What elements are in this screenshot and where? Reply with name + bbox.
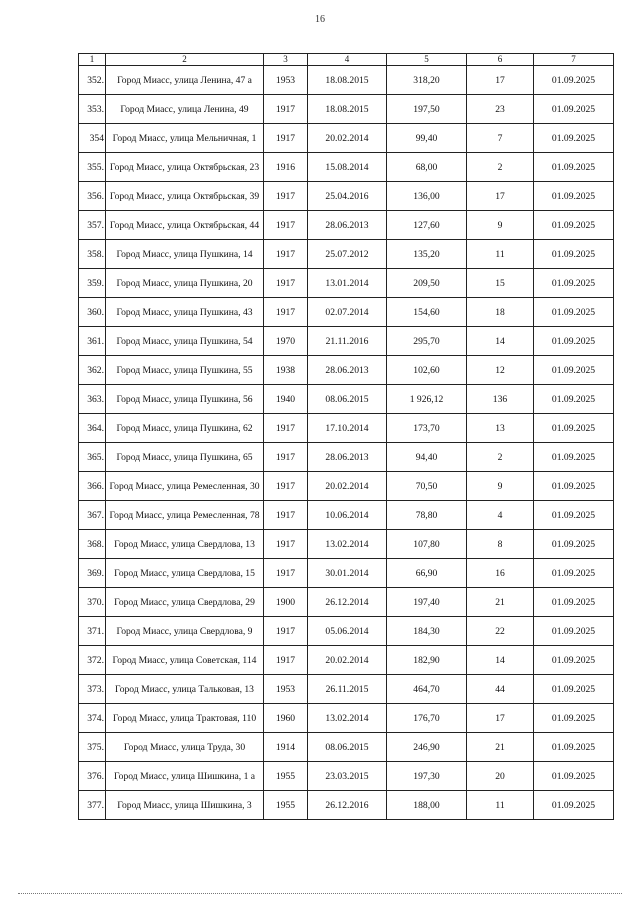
deadline-cell: 01.09.2025	[534, 327, 614, 356]
year-built-cell: 1917	[264, 472, 308, 501]
count-cell: 14	[467, 646, 534, 675]
address-cell: Город Миасс, улица Шишкина, 1 а	[106, 762, 264, 791]
address-cell: Город Миасс, улица Свердлова, 29	[106, 588, 264, 617]
table-row	[79, 66, 614, 95]
year-built-cell: 1955	[264, 762, 308, 791]
address-cell: Город Миасс, улица Ленина, 47 а	[106, 66, 264, 95]
deadline-cell: 01.09.2025	[534, 472, 614, 501]
page-number: 16	[315, 14, 325, 25]
count-cell: 9	[467, 472, 534, 501]
area-cell: 188,00	[387, 791, 467, 820]
deadline-cell: 01.09.2025	[534, 617, 614, 646]
row-number-cell: 370.	[79, 588, 106, 617]
deadline-cell: 01.09.2025	[534, 588, 614, 617]
date-cell: 18.08.2015	[308, 66, 387, 95]
date-cell: 23.03.2015	[308, 762, 387, 791]
table-row	[79, 182, 614, 211]
area-cell: 197,40	[387, 588, 467, 617]
year-built-cell: 1917	[264, 211, 308, 240]
table-row	[79, 617, 614, 646]
deadline-cell: 01.09.2025	[534, 530, 614, 559]
table-row	[79, 414, 614, 443]
address-cell: Город Миасс, улица Пушкина, 56	[106, 385, 264, 414]
row-number-cell: 353.	[79, 95, 106, 124]
deadline-cell: 01.09.2025	[534, 211, 614, 240]
date-cell: 18.08.2015	[308, 95, 387, 124]
count-cell: 14	[467, 327, 534, 356]
date-cell: 28.06.2013	[308, 211, 387, 240]
column-index-row	[79, 54, 614, 66]
date-cell: 08.06.2015	[308, 385, 387, 414]
deadline-cell: 01.09.2025	[534, 95, 614, 124]
address-cell: Город Миасс, улица Свердлова, 9	[106, 617, 264, 646]
address-cell: Город Миасс, улица Октябрьская, 23	[106, 153, 264, 182]
count-cell: 2	[467, 443, 534, 472]
count-cell: 21	[467, 733, 534, 762]
year-built-cell: 1917	[264, 182, 308, 211]
date-cell: 10.06.2014	[308, 501, 387, 530]
year-built-cell: 1917	[264, 646, 308, 675]
table-row	[79, 356, 614, 385]
row-number-cell: 369.	[79, 559, 106, 588]
date-cell: 28.06.2013	[308, 443, 387, 472]
column-index-7: 7	[534, 54, 614, 66]
count-cell: 20	[467, 762, 534, 791]
row-number-cell: 367.	[79, 501, 106, 530]
address-cell: Город Миасс, улица Трактовая, 110	[106, 704, 264, 733]
date-cell: 20.02.2014	[308, 646, 387, 675]
deadline-cell: 01.09.2025	[534, 385, 614, 414]
row-number-cell: 362.	[79, 356, 106, 385]
address-cell: Город Миасс, улица Труда, 30	[106, 733, 264, 762]
area-cell: 318,20	[387, 66, 467, 95]
count-cell: 17	[467, 704, 534, 733]
address-cell: Город Миасс, улица Ленина, 49	[106, 95, 264, 124]
address-cell: Город Миасс, улица Пушкина, 20	[106, 269, 264, 298]
date-cell: 30.01.2014	[308, 559, 387, 588]
row-number-cell: 358.	[79, 240, 106, 269]
area-cell: 176,70	[387, 704, 467, 733]
table-row	[79, 95, 614, 124]
area-cell: 464,70	[387, 675, 467, 704]
address-cell: Город Миасс, улица Пушкина, 43	[106, 298, 264, 327]
area-cell: 135,20	[387, 240, 467, 269]
deadline-cell: 01.09.2025	[534, 646, 614, 675]
row-number-cell: 356.	[79, 182, 106, 211]
table-row	[79, 327, 614, 356]
date-cell: 26.11.2015	[308, 675, 387, 704]
deadline-cell: 01.09.2025	[534, 298, 614, 327]
deadline-cell: 01.09.2025	[534, 414, 614, 443]
row-number-cell: 357.	[79, 211, 106, 240]
count-cell: 18	[467, 298, 534, 327]
deadline-cell: 01.09.2025	[534, 124, 614, 153]
address-cell: Город Миасс, улица Свердлова, 15	[106, 559, 264, 588]
count-cell: 12	[467, 356, 534, 385]
row-number-cell: 373.	[79, 675, 106, 704]
housing-register-table	[78, 53, 614, 820]
row-number-cell: 371.	[79, 617, 106, 646]
count-cell: 11	[467, 240, 534, 269]
year-built-cell: 1917	[264, 414, 308, 443]
area-cell: 209,50	[387, 269, 467, 298]
date-cell: 05.06.2014	[308, 617, 387, 646]
year-built-cell: 1917	[264, 240, 308, 269]
row-number-cell: 352.	[79, 66, 106, 95]
address-cell: Город Миасс, улица Ремесленная, 30	[106, 472, 264, 501]
count-cell: 15	[467, 269, 534, 298]
deadline-cell: 01.09.2025	[534, 704, 614, 733]
year-built-cell: 1900	[264, 588, 308, 617]
table-body	[79, 66, 614, 820]
count-cell: 8	[467, 530, 534, 559]
date-cell: 02.07.2014	[308, 298, 387, 327]
area-cell: 136,00	[387, 182, 467, 211]
table-row	[79, 211, 614, 240]
column-index-4: 4	[308, 54, 387, 66]
address-cell: Город Миасс, улица Ремесленная, 78	[106, 501, 264, 530]
count-cell: 17	[467, 182, 534, 211]
date-cell: 26.12.2014	[308, 588, 387, 617]
deadline-cell: 01.09.2025	[534, 66, 614, 95]
table-row	[79, 530, 614, 559]
year-built-cell: 1917	[264, 269, 308, 298]
count-cell: 22	[467, 617, 534, 646]
date-cell: 13.02.2014	[308, 530, 387, 559]
deadline-cell: 01.09.2025	[534, 559, 614, 588]
area-cell: 68,00	[387, 153, 467, 182]
area-cell: 102,60	[387, 356, 467, 385]
deadline-cell: 01.09.2025	[534, 240, 614, 269]
row-number-cell: 366.	[79, 472, 106, 501]
count-cell: 13	[467, 414, 534, 443]
column-index-3: 3	[264, 54, 308, 66]
year-built-cell: 1914	[264, 733, 308, 762]
count-cell: 136	[467, 385, 534, 414]
table-row	[79, 124, 614, 153]
area-cell: 127,60	[387, 211, 467, 240]
date-cell: 15.08.2014	[308, 153, 387, 182]
deadline-cell: 01.09.2025	[534, 762, 614, 791]
year-built-cell: 1938	[264, 356, 308, 385]
year-built-cell: 1917	[264, 501, 308, 530]
year-built-cell: 1940	[264, 385, 308, 414]
date-cell: 20.02.2014	[308, 124, 387, 153]
deadline-cell: 01.09.2025	[534, 675, 614, 704]
count-cell: 4	[467, 501, 534, 530]
date-cell: 20.02.2014	[308, 472, 387, 501]
table-row	[79, 472, 614, 501]
area-cell: 94,40	[387, 443, 467, 472]
date-cell: 25.07.2012	[308, 240, 387, 269]
table-row	[79, 675, 614, 704]
area-cell: 197,30	[387, 762, 467, 791]
date-cell: 08.06.2015	[308, 733, 387, 762]
deadline-cell: 01.09.2025	[534, 182, 614, 211]
year-built-cell: 1917	[264, 298, 308, 327]
table-row	[79, 240, 614, 269]
date-cell: 13.01.2014	[308, 269, 387, 298]
count-cell: 21	[467, 588, 534, 617]
table-row	[79, 762, 614, 791]
row-number-cell: 376.	[79, 762, 106, 791]
table-row	[79, 704, 614, 733]
count-cell: 9	[467, 211, 534, 240]
count-cell: 44	[467, 675, 534, 704]
deadline-cell: 01.09.2025	[534, 153, 614, 182]
row-number-cell: 363.	[79, 385, 106, 414]
date-cell: 21.11.2016	[308, 327, 387, 356]
year-built-cell: 1917	[264, 95, 308, 124]
year-built-cell: 1970	[264, 327, 308, 356]
table-row	[79, 269, 614, 298]
date-cell: 13.02.2014	[308, 704, 387, 733]
row-number-cell: 374.	[79, 704, 106, 733]
area-cell: 184,30	[387, 617, 467, 646]
count-cell: 7	[467, 124, 534, 153]
deadline-cell: 01.09.2025	[534, 356, 614, 385]
date-cell: 17.10.2014	[308, 414, 387, 443]
area-cell: 173,70	[387, 414, 467, 443]
row-number-cell: 368.	[79, 530, 106, 559]
address-cell: Город Миасс, улица Пушкина, 65	[106, 443, 264, 472]
table-row	[79, 443, 614, 472]
area-cell: 197,50	[387, 95, 467, 124]
deadline-cell: 01.09.2025	[534, 791, 614, 820]
address-cell: Город Миасс, улица Мельничная, 1	[106, 124, 264, 153]
row-number-cell: 377.	[79, 791, 106, 820]
year-built-cell: 1917	[264, 559, 308, 588]
column-index-6: 6	[467, 54, 534, 66]
deadline-cell: 01.09.2025	[534, 443, 614, 472]
row-number-cell: 364.	[79, 414, 106, 443]
row-number-cell: 375.	[79, 733, 106, 762]
deadline-cell: 01.09.2025	[534, 501, 614, 530]
area-cell: 295,70	[387, 327, 467, 356]
area-cell: 70,50	[387, 472, 467, 501]
year-built-cell: 1953	[264, 675, 308, 704]
count-cell: 17	[467, 66, 534, 95]
year-built-cell: 1953	[264, 66, 308, 95]
row-number-cell: 354	[79, 124, 106, 153]
year-built-cell: 1917	[264, 124, 308, 153]
table-row	[79, 153, 614, 182]
year-built-cell: 1916	[264, 153, 308, 182]
area-cell: 246,90	[387, 733, 467, 762]
column-index-1: 1	[79, 54, 106, 66]
count-cell: 23	[467, 95, 534, 124]
address-cell: Город Миасс, улица Свердлова, 13	[106, 530, 264, 559]
year-built-cell: 1917	[264, 530, 308, 559]
table-row	[79, 385, 614, 414]
table-row	[79, 559, 614, 588]
deadline-cell: 01.09.2025	[534, 733, 614, 762]
row-number-cell: 361.	[79, 327, 106, 356]
count-cell: 2	[467, 153, 534, 182]
count-cell: 16	[467, 559, 534, 588]
table-row	[79, 791, 614, 820]
year-built-cell: 1917	[264, 443, 308, 472]
date-cell: 25.04.2016	[308, 182, 387, 211]
table-row	[79, 298, 614, 327]
page-bottom-rule	[18, 893, 622, 894]
date-cell: 26.12.2016	[308, 791, 387, 820]
address-cell: Город Миасс, улица Пушкина, 54	[106, 327, 264, 356]
address-cell: Город Миасс, улица Пушкина, 14	[106, 240, 264, 269]
area-cell: 78,80	[387, 501, 467, 530]
table-row	[79, 733, 614, 762]
row-number-cell: 355.	[79, 153, 106, 182]
address-cell: Город Миасс, улица Октябрьская, 39	[106, 182, 264, 211]
row-number-cell: 365.	[79, 443, 106, 472]
address-cell: Город Миасс, улица Тальковая, 13	[106, 675, 264, 704]
row-number-cell: 360.	[79, 298, 106, 327]
year-built-cell: 1917	[264, 617, 308, 646]
table-row	[79, 646, 614, 675]
row-number-cell: 372.	[79, 646, 106, 675]
address-cell: Город Миасс, улица Шишкина, 3	[106, 791, 264, 820]
table-row	[79, 588, 614, 617]
table-row	[79, 501, 614, 530]
address-cell: Город Миасс, улица Октябрьская, 44	[106, 211, 264, 240]
address-cell: Город Миасс, улица Пушкина, 62	[106, 414, 264, 443]
area-cell: 107,80	[387, 530, 467, 559]
deadline-cell: 01.09.2025	[534, 269, 614, 298]
row-number-cell: 359.	[79, 269, 106, 298]
area-cell: 1 926,12	[387, 385, 467, 414]
year-built-cell: 1955	[264, 791, 308, 820]
address-cell: Город Миасс, улица Пушкина, 55	[106, 356, 264, 385]
area-cell: 66,90	[387, 559, 467, 588]
area-cell: 99,40	[387, 124, 467, 153]
date-cell: 28.06.2013	[308, 356, 387, 385]
address-cell: Город Миасс, улица Советская, 114	[106, 646, 264, 675]
column-index-5: 5	[387, 54, 467, 66]
year-built-cell: 1960	[264, 704, 308, 733]
area-cell: 154,60	[387, 298, 467, 327]
area-cell: 182,90	[387, 646, 467, 675]
column-index-2: 2	[106, 54, 264, 66]
count-cell: 11	[467, 791, 534, 820]
